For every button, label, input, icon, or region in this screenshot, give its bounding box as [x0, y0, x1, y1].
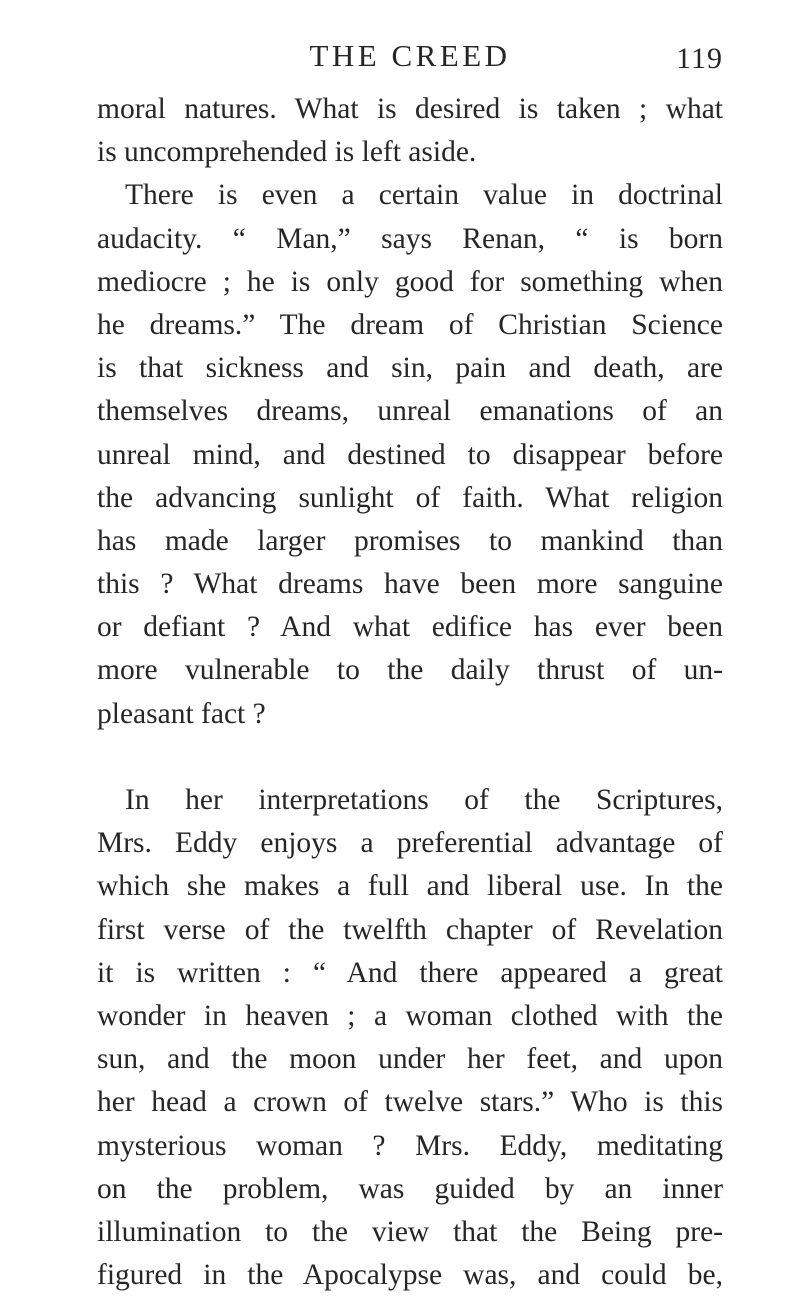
text-line: themselves dreams, unreal emanations of an: [97, 395, 723, 428]
paragraph: [97, 779, 723, 1297]
text-line: he dreams.” The dream of Christian Science: [97, 308, 723, 341]
text-line: unreal mind, and destined to disappear before: [97, 438, 723, 471]
paragraph-gap: [97, 736, 723, 779]
body-text: [97, 88, 723, 1297]
text-line: pleasant fact ?: [97, 697, 266, 730]
page-number: 119: [676, 42, 723, 75]
text-line: figured in the Apocalypse was, and could be,: [97, 1259, 723, 1292]
text-line: this ? What dreams have been more sanguine: [97, 568, 723, 601]
text-line: sun, and the moon under her feet, and upon: [97, 1043, 723, 1076]
text-line: audacity. “ Man,” says Renan, “ is born: [97, 222, 723, 255]
text-line: is uncomprehended is left aside.: [97, 136, 477, 169]
running-head: [97, 34, 723, 78]
text-line: wonder in heaven ; a woman clothed with the: [97, 999, 723, 1032]
paragraph: [97, 88, 723, 174]
paragraph: [97, 174, 723, 735]
text-line: There is even a certain value in doctrinal: [125, 179, 723, 212]
text-line: mediocre ; he is only good for something when: [97, 265, 723, 298]
text-line: Mrs. Eddy enjoys a preferential advantage of: [97, 827, 723, 860]
text-line: In her interpretations of the Scriptures,: [125, 784, 723, 816]
text-line: the advancing sunlight of faith. What religion: [97, 481, 723, 514]
text-line: on the problem, was guided by an inner: [97, 1172, 723, 1205]
text-line: mysterious woman ? Mrs. Eddy, meditating: [97, 1129, 723, 1162]
text-line: is that sickness and sin, pain and death, are: [97, 352, 723, 385]
text-line: illumination to the view that the Being pre-: [97, 1215, 723, 1248]
text-line: it is written : “ And there appeared a great: [97, 956, 723, 989]
text-line: moral natures. What is desired is taken ; what: [97, 93, 723, 125]
text-line: or defiant ? And what edifice has ever been: [97, 611, 723, 644]
text-line: first verse of the twelfth chapter of Revelation: [97, 913, 723, 946]
text-line: which she makes a full and liberal use. In the: [97, 870, 723, 903]
text-line: has made larger promises to mankind than: [97, 524, 723, 557]
running-title: THE CREED: [309, 38, 511, 73]
text-line: her head a crown of twelve stars.” Who is this: [97, 1086, 723, 1119]
text-line: more vulnerable to the daily thrust of un-: [97, 654, 723, 687]
